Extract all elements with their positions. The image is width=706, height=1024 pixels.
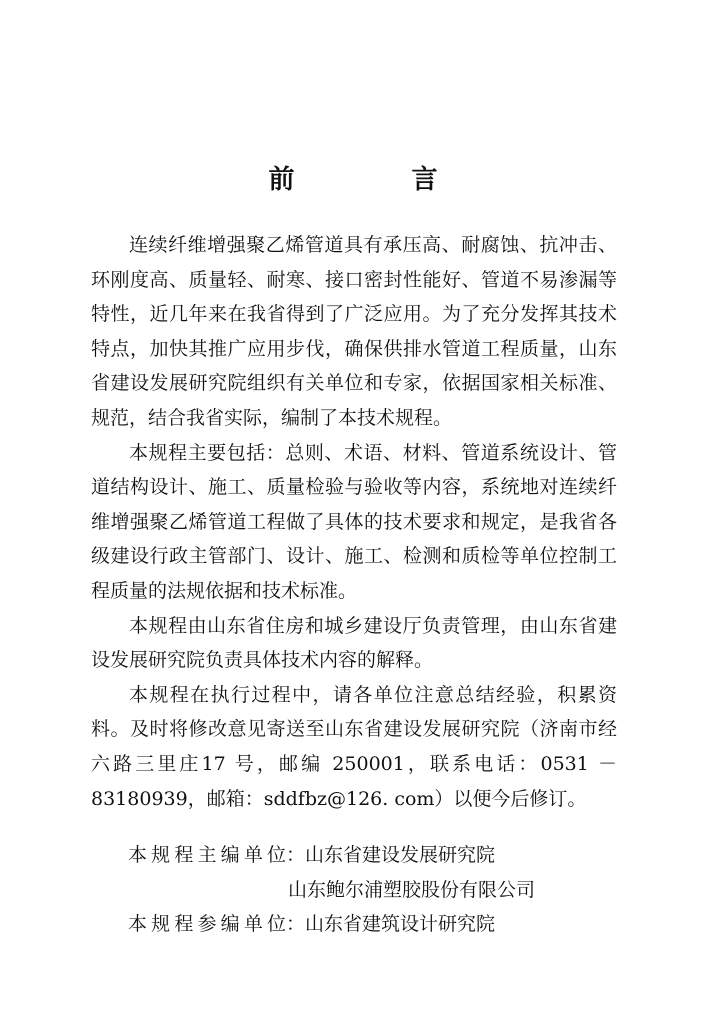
page-title: 前 言 [268, 165, 492, 195]
chief-editor-row-2 [128, 873, 628, 908]
participant-colon: ： [286, 913, 306, 936]
chief-editor-unit: 山东省建设发展研究院 [305, 844, 496, 866]
paragraph-management: 本规程由山东省住房和城乡建设厅负责管理，由山东省建设发展研究院负责具体技术内容的解释。 [91, 614, 617, 672]
participant-row [128, 907, 628, 942]
chief-editor-colon: ： [286, 844, 306, 866]
preface-body [91, 228, 617, 816]
participant-label: 本规程参编单位 [128, 913, 286, 936]
chief-editor-unit-2: 山东鲍尔浦塑胶股份有限公司 [288, 878, 536, 901]
paragraph-feedback: 本规程在执行过程中，请各单位注意总结经验，积累资料。及时将修改意见寄送至山东省建设发展研究院（济南市经六路三里庄17 号，邮编 250001，联系电话：0531 － 83180939，邮箱：sddfbz@126. com）以便今后修订。 [91, 683, 617, 810]
credits-block [128, 838, 628, 942]
participant-unit: 山东省建筑设计研究院 [305, 913, 496, 936]
paragraph-contents: 本规程主要包括：总则、术语、材料、管道系统设计、管道结构设计、施工、质量检验与验收等内容，系统地对连续纤维增强聚乙烯管道工程做了具体的技术要求和规定，是我省各级建设行政主管部门、设计、施工、检测和质检等单位控制工程质量的法规依据和技术标准。 [91, 441, 617, 602]
paragraph-intro: 连续纤维增强聚乙烯管道具有承压高、耐腐蚀、抗冲击、环刚度高、质量轻、耐寒、接口密封性能好、管道不易渗漏等特性，近几年来在我省得到了广泛应用。为了充分发挥其技术特点，加快其推广应用步伐，确保供排水管道工程质量，山东省建设发展研究院组织有关单位和专家，依据国家相关标准、规范，结合我省实际，编制了本技术规程。 [91, 234, 617, 429]
chief-editor-label: 本规程主编单位 [128, 844, 286, 866]
chief-editor-row [128, 838, 628, 873]
